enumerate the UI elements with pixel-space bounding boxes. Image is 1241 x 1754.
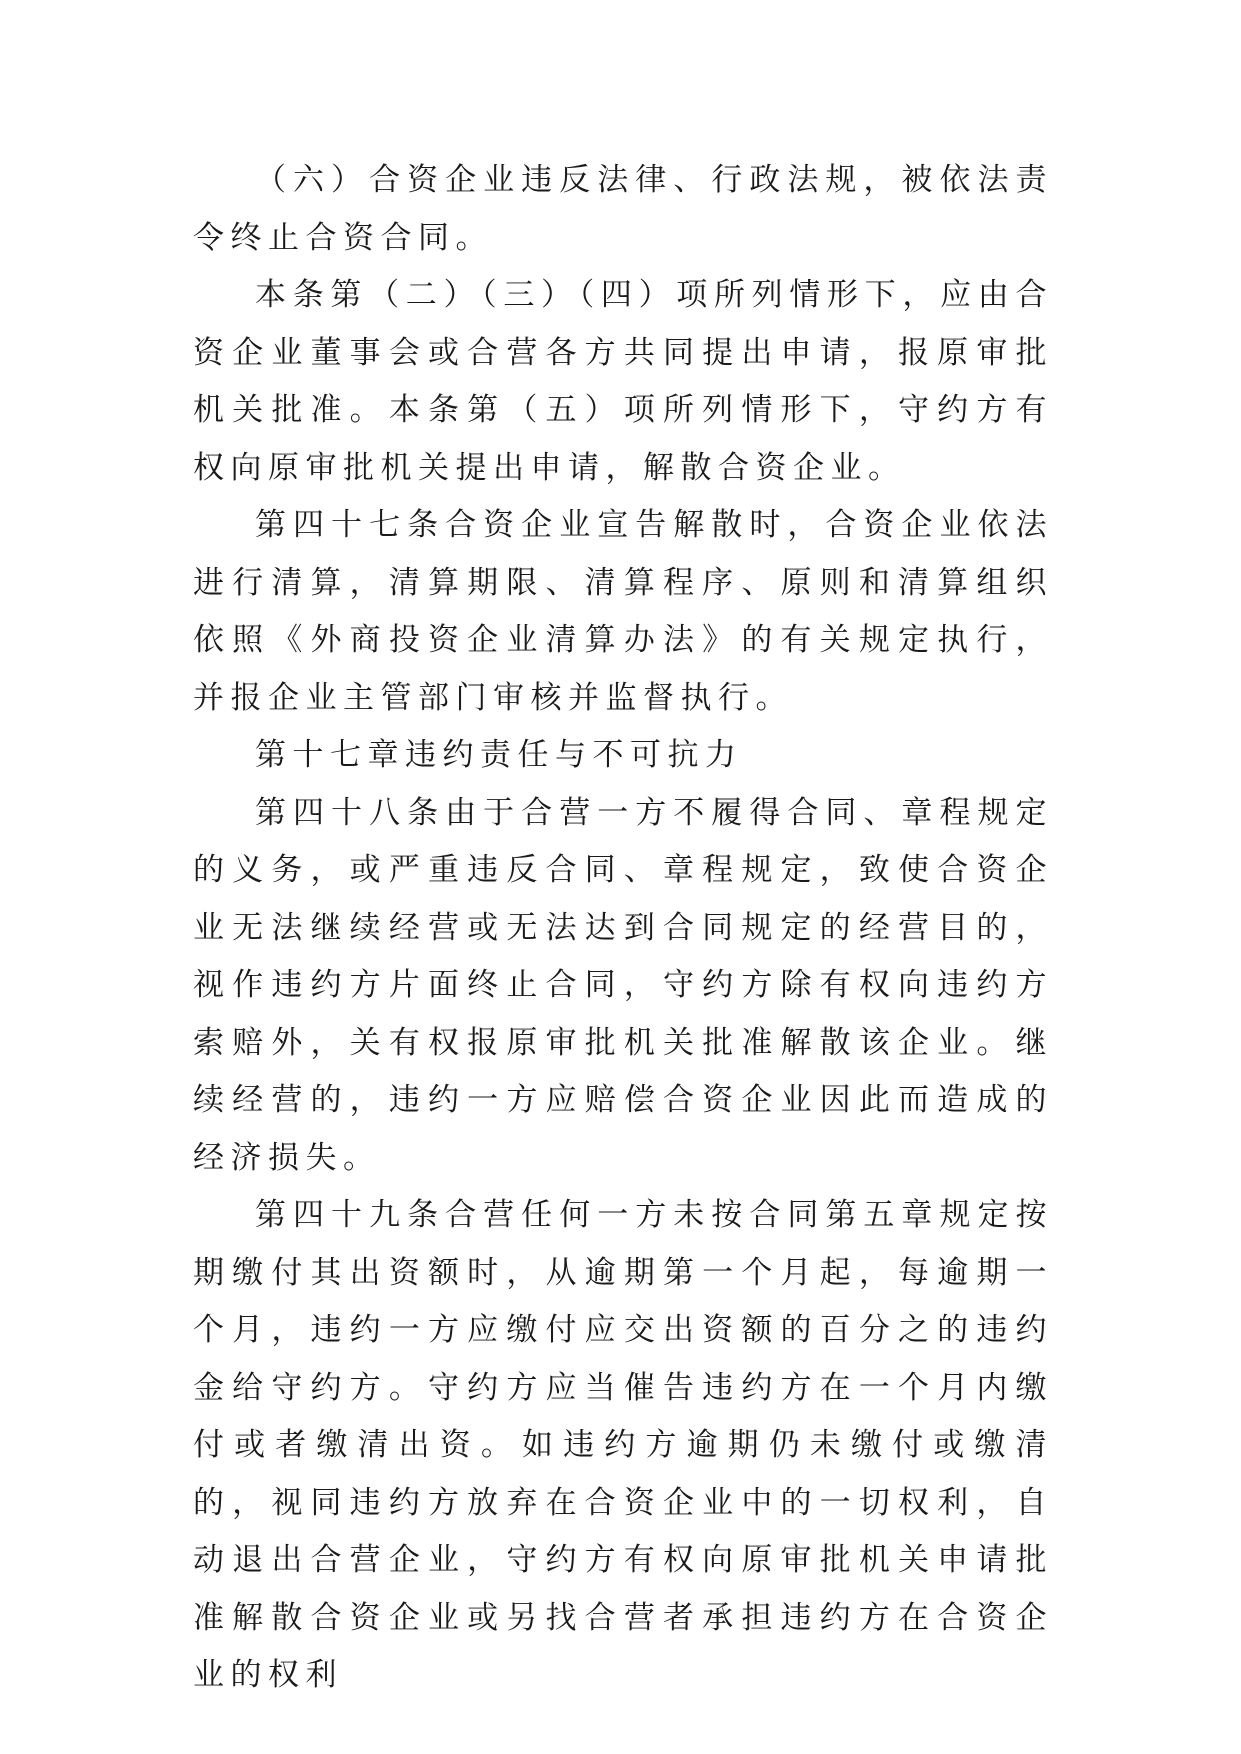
paragraph-article-49: 第四十九条合营任何一方未按合同第五章规定按期缴付其出资额时，从逾期第一个月起，每逾期一个月，违约一方应缴付应交出资额的百分之的违约金给守约方。守约方应当催告违约方在一个月内缴付或者缴清出资。如违约方逾期仍未缴付或缴清的，视同违约方放弃在合资企业中的一切权利，自动退出合营企业，守约方有权向原审批机关申请批准解散合资企业或另找合营者承担违约方在合资企业的权利: [193, 1197, 1053, 1693]
chapter-heading-17: 第十七章违约责任与不可抗力: [255, 737, 743, 773]
document-body: [193, 152, 1053, 1705]
paragraph-article-47: 第四十七条合资企业宣告解散时，合资企业依法进行清算，清算期限、清算程序、原则和清算组织依照《外商投资企业清算办法》的有关规定执行，并报企业主管部门审核并监督执行。: [193, 507, 1053, 716]
paragraph-item-6: （六）合资企业违反法律、行政法规，被依法责令终止合资合同。: [193, 162, 1053, 256]
paragraph-approval-procedure: 本条第（二）（三）（四）项所列情形下，应由合资企业董事会或合营各方共同提出申请，报原审批机关批准。本条第（五）项所列情形下，守约方有权向原审批机关提出申请，解散合资企业。: [193, 277, 1053, 486]
paragraph-article-48: 第四十八条由于合营一方不履得合同、章程规定的义务，或严重违反合同、章程规定，致使合资企业无法继续经营或无法达到合同规定的经营目的，视作违约方片面终止合同，守约方除有权向违约方索赔外，关有权报原审批机关批准解散该企业。继续经营的，违约一方应赔偿合资企业因此而造成的经济损失。: [193, 794, 1053, 1176]
